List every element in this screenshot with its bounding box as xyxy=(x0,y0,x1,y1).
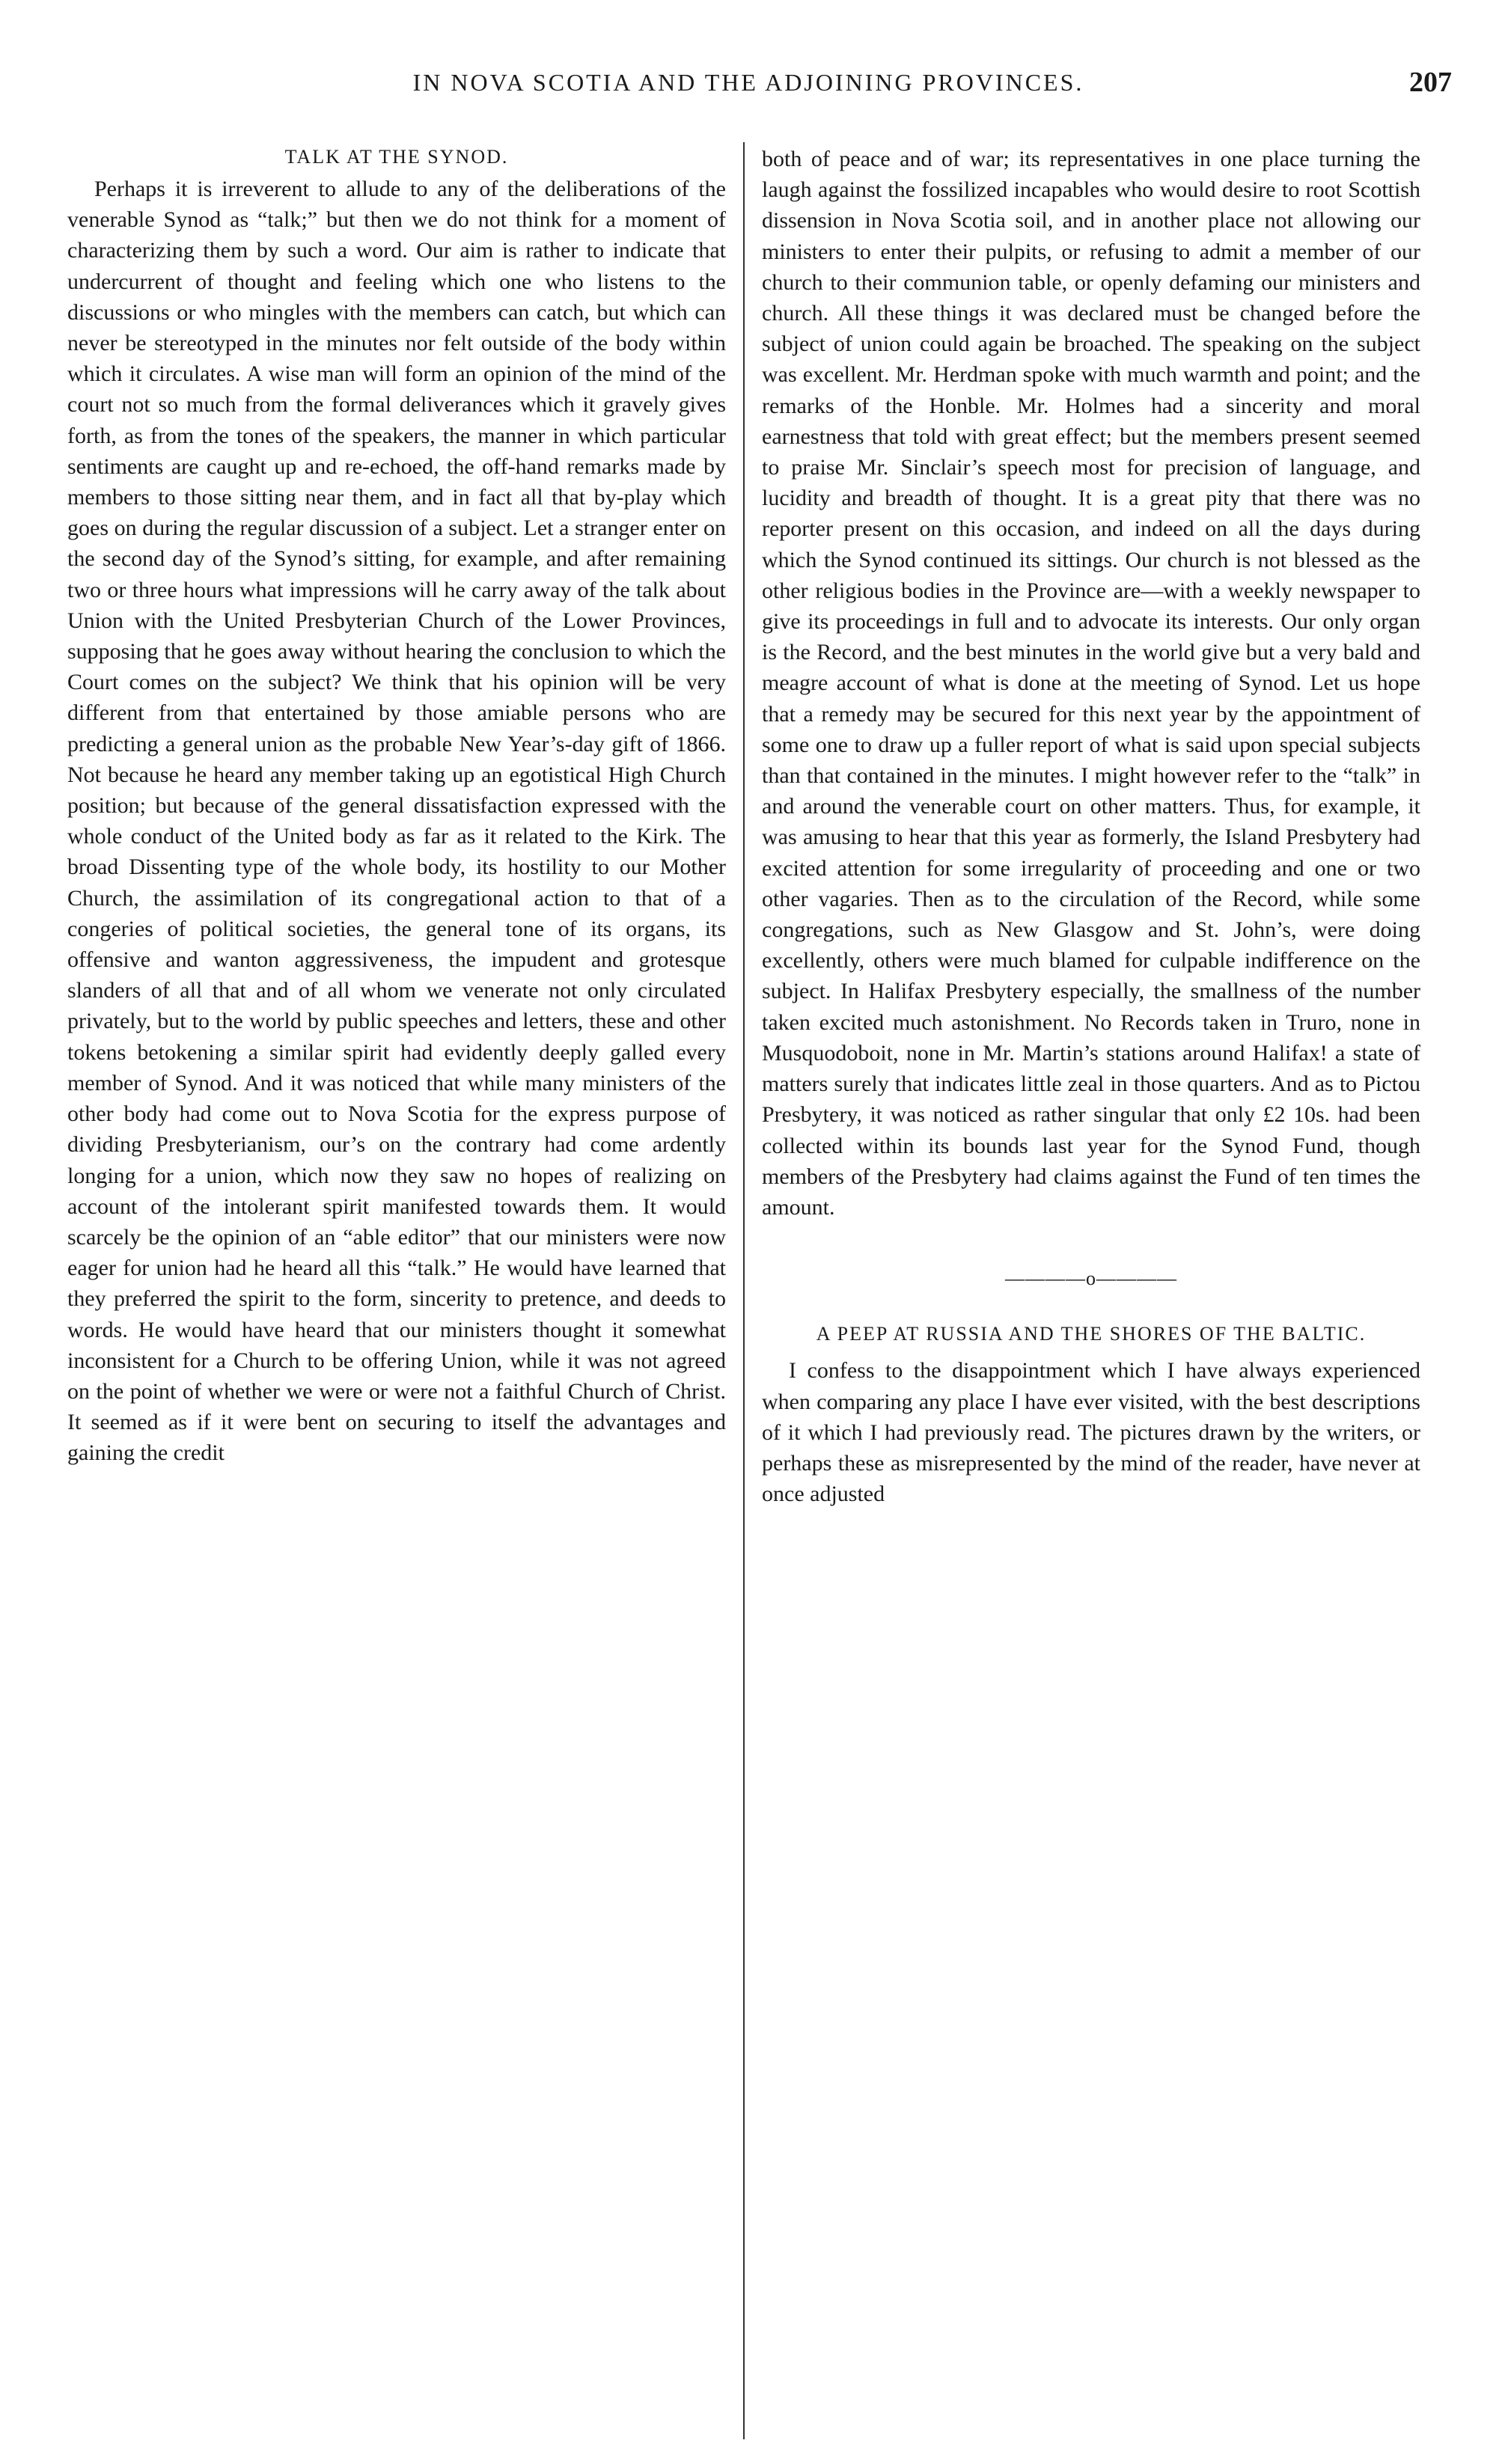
article-heading-peep-at-russia: A PEEP AT RUSSIA AND THE SHORES OF THE BALTIC. xyxy=(816,1323,1367,1345)
section-separator: ————o———— xyxy=(1005,1268,1177,1290)
page-number: 207 xyxy=(1409,67,1452,98)
article-paragraph-continued: both of peace and of war; its representatives in one place turning the laugh against the fossilized incapables who would desire to root Scottish dissension in Nova Scotia soil, and in another place not allowing our ministers to enter their pulpits, or refusing to admit a member of our church to their communion table, or openly defaming our ministers and church. All these things it was declared must be changed before the subject of union could again be broached. The speaking on the subject was excellent. Mr. Herdman spoke with much warmth and point; and the remarks of the Honble. Mr. Holmes had a sincerity and moral earnestness that told with great effect; but the members present seemed to praise Mr. Sinclair’s speech most for precision of language, and lucidity and breadth of thought. It is a great pity that there was no reporter present on this occasion, and indeed on all the days during which the Synod continued its sittings. Our church is not blessed as the other religious bodies in the Province are—with a weekly newspaper to give its proceedings in full and to advocate its interests. Our only organ is the Record, and the best minutes in the world give but a very bald and meagre account of what is done at the meeting of Synod. Let us hope that a remedy may be secured for this next year by the appointment of some one to draw up a fuller report of what is said upon special subjects than that contained in the minutes. I might however refer to the “talk” in and around the venerable court on other matters. Thus, for example, it was amusing to hear that this year as formerly, the Island Presbytery had excited attention for some irregularity of proceeding and one or two other vagaries. Then as to the circulation of the Record, while some congregations, such as New Glasgow and St. John’s, were doing excellently, others were much blamed for culpable indifference on the subject. In Halifax Presbytery especially, the smallness of the number taken excited much astonishment. No Records taken in Truro, none in Musquodoboit, none in Mr. Martin’s stations around Halifax! a state of matters surely that indicates little zeal in those quarters. And as to Pictou Presbytery, it was noticed as rather singular that only £2 10s. had been collected within its bounds last year for the Synod Fund, though members of the Presbytery had claims against the Fund of ten times the amount. xyxy=(762,147,1420,1220)
article-heading-talk-at-synod: TALK AT THE SYNOD. xyxy=(284,146,509,168)
article-paragraph: Perhaps it is irreverent to allude to any of the deliberations of the venerable Synod as “talk;” but then we do not think for a moment of characterizing them by such a word. Our aim is rather to indicate that undercurrent of thought and feeling which one who listens to the discussions or who mingles with the members can catch, but which can never be stereotyped in the minutes nor felt outside of the body within which it circulates. A wise man will form an opinion of the mind of the court not so much from the formal deliverances which it gravely gives forth, as from the tones of the speakers, the manner in which particular sentiments are caught up and re-echoed, the off-hand remarks made by members to those sitting near them, and in fact all that by-play which goes on during the regular discussion of a subject. Let a stranger enter on the second day of the Synod’s sitting, for example, and after remaining two or three hours what impressions will he carry away of the talk about Union with the United Presbyterian Church of the Lower Provinces, supposing that he goes away without hearing the conclusion to which the Court comes on the subject? We think that his opinion will be very different from that entertained by those amiable persons who are predicting a general union as the probable New Year’s-day gift of 1866. Not because he heard any member taking up an egotistical High Church position; but because of the general dissatisfaction expressed with the whole conduct of the United body as far as it related to the Kirk. The broad Dissenting type of the whole body, its hostility to our Mother Church, the assimilation of its congregational action to that of a congeries of political societies, the general tone of its organs, its offensive and wanton aggressiveness, the impudent and grotesque slanders of all that and of all whom we venerate not only circulated privately, but to the world by public speeches and letters, these and other tokens betokening a similar spirit had evidently deeply galled every member of Synod. And it was noticed that while many ministers of the other body had come out to Nova Scotia for the express purpose of dividing Presbyterianism, our’s on the contrary had come ardently longing for a union, which now they saw no hopes of realizing on account of the intolerant spirit manifested towards them. It would scarcely be the opinion of an “able editor” that our ministers were now eager for union had he heard all this “talk.” He would have learned that they preferred the spirit to the form, sincerity to pretence, and deeds to words. He would have heard that our ministers thought it somewhat inconsistent for a Church to be offering Union, while it was not agreed on the point of whether we were or were not a faithful Church of Christ. It seemed as if it were bent on securing to itself the advantages and gaining the credit xyxy=(67,177,726,1466)
running-title: IN NOVA SCOTIA AND THE ADJOINING PROVINCES. xyxy=(412,69,1084,96)
column-divider xyxy=(743,142,745,2439)
left-column xyxy=(67,144,726,1469)
running-head xyxy=(45,69,1452,106)
article-paragraph: I confess to the disappointment which I have always experienced when comparing any place I have ever visited, with the best descriptions of it which I had previously read. The pictures drawn by the writers, or perhaps these as misrepresented by the mind of the reader, have never at once adjusted xyxy=(762,1358,1420,1507)
right-column xyxy=(762,144,1420,1509)
